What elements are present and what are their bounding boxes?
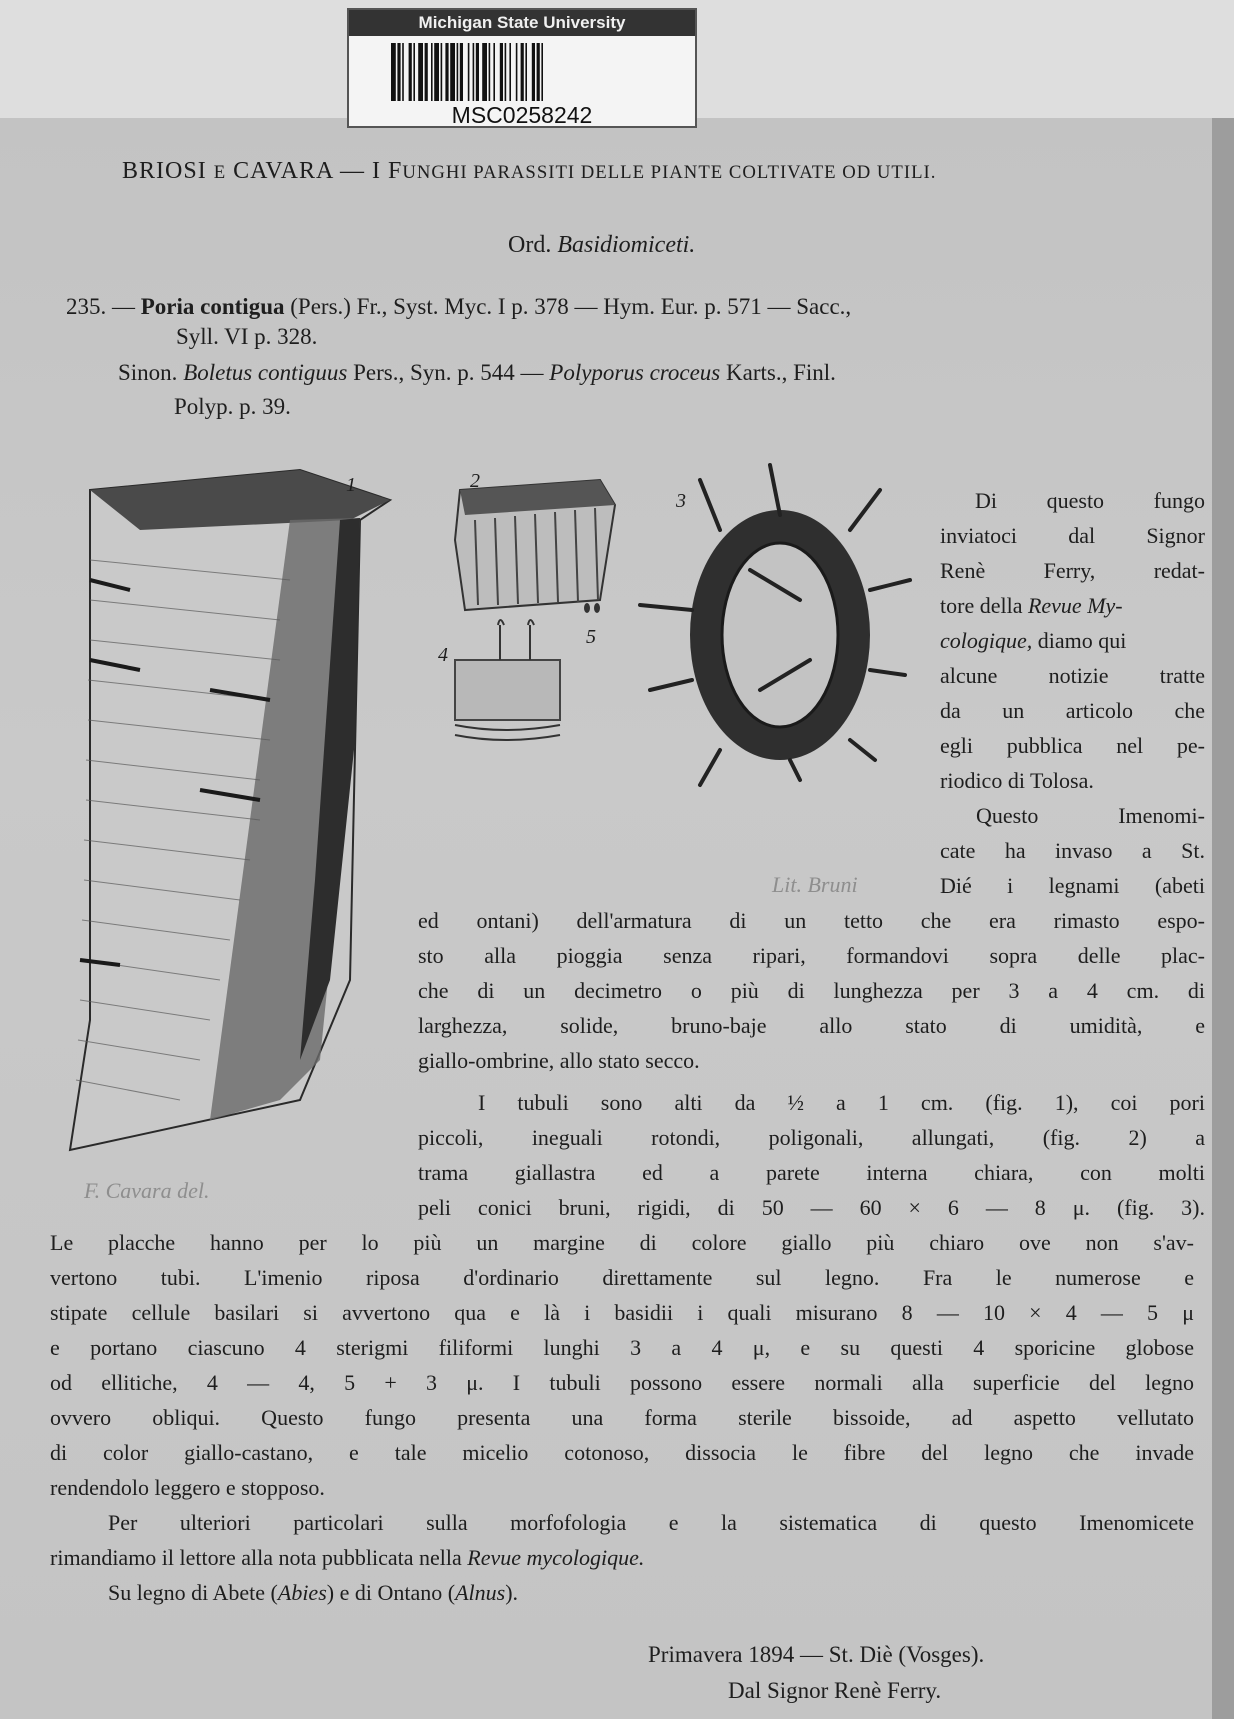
barcode-bar <box>418 43 423 101</box>
synonym-polyporus: Polyporus croceus <box>549 360 721 385</box>
figure-label-1: 1 <box>346 474 356 496</box>
barcode-bar <box>434 43 439 101</box>
mid-line: che di un decimetro o più di lunghezza per 3 a 4 cm. di <box>418 978 1205 1003</box>
header-title-rest: UNGHI PARASSITI DELLE PIANTE COLTIVATE OD UTILI. <box>402 162 937 183</box>
col-line: Renè Ferry, redat- <box>940 558 1205 583</box>
mid-line: ed ontani) dell'armatura di un tetto che era rimasto espo- <box>418 908 1205 933</box>
barcode-bar <box>537 43 540 101</box>
mid-line: piccoli, ineguali rotondi, poligonali, allungati, (fig. 2) a <box>418 1125 1205 1150</box>
col-text: diamo qui <box>1037 628 1127 653</box>
body-line: od ellitiche, 4 — 4, 5 + 3 μ. I tubuli possono essere normali alla superficie del legno <box>50 1370 1194 1395</box>
entry-line-4: Polyp. p. 39. <box>174 394 291 419</box>
barcode-bar <box>541 43 543 101</box>
signature-bruni: Lit. Bruni <box>772 872 858 897</box>
mid-line: trama giallastra ed a parete interna chiara, con molti <box>418 1160 1205 1185</box>
order-prefix: Ord. <box>508 232 552 258</box>
habitat-text: ). <box>505 1580 519 1605</box>
body-line: rendendolo leggero e stopposo. <box>50 1475 325 1500</box>
barcode-bar <box>441 43 443 101</box>
barcode-bar <box>473 43 475 101</box>
body-line: Per ulteriori particolari sulla morfofologia e la sistematica di questo Imenomicete <box>108 1510 1194 1535</box>
barcode-bar <box>402 43 404 101</box>
page-header <box>122 156 936 188</box>
barcode-bar <box>525 43 527 101</box>
barcode-bar <box>457 43 459 101</box>
col-line: Questo Imenomi- <box>976 803 1205 828</box>
barcode-bar <box>413 43 415 101</box>
barcode-bar <box>532 43 535 101</box>
figure-1-wood-block <box>70 470 390 1150</box>
mid-line: larghezza, solide, bruno-baje allo stato di umidità, e <box>418 1013 1205 1038</box>
header-separator: — I <box>339 158 381 184</box>
figure-label-3: 3 <box>676 490 686 512</box>
mid-line: giallo-ombrine, allo stato secco. <box>418 1048 700 1073</box>
barcode-bar <box>493 43 495 101</box>
barcode-bar <box>509 43 511 101</box>
entry-citation: (Pers.) Fr., Syst. Myc. I p. 378 — Hym. Eur. p. 571 — Sacc., <box>290 294 852 319</box>
barcode-bars <box>391 43 653 101</box>
body-line: vertono tubi. L'imenio riposa d'ordinario direttamente sul legno. Fra le numerose e <box>50 1265 1194 1290</box>
col-revue-mycologique: Revue My- <box>1027 593 1123 618</box>
figure-5-spores <box>584 603 600 613</box>
mid-line: peli conici bruni, rigidi, di 50 — 60 × 6 — 8 μ. (fig. 3). <box>418 1195 1205 1220</box>
figure-3-hair-section <box>640 465 910 785</box>
barcode-number: MSC0258242 <box>451 102 593 128</box>
col-line: inviatoci dal Signor <box>940 523 1205 548</box>
synonym-label: Sinon. <box>118 360 178 385</box>
order-name: Basidiomiceti. <box>557 232 696 258</box>
body-line: e portano ciascuno 4 sterigmi filiformi lunghi 3 a 4 μ, e su questi 4 sporicine globose <box>50 1335 1194 1360</box>
col-line: alcune notizie tratte <box>940 663 1205 688</box>
signature-cavara: F. Cavara del. <box>84 1178 210 1203</box>
order-heading <box>508 230 695 260</box>
col-line: da un articolo che <box>940 698 1205 723</box>
sheet-edge-shadow <box>1212 118 1234 1719</box>
body-line: di color giallo-castano, e tale micelio cotonoso, dissocia le fibre del legno che invade <box>50 1440 1194 1465</box>
barcode-bar <box>445 43 448 101</box>
entry-number: 235. — <box>66 294 135 319</box>
col-line <box>940 591 1123 621</box>
habitat-line <box>108 1578 518 1608</box>
entry-line-2: Syll. VI p. 328. <box>176 324 318 349</box>
barcode-bar <box>431 43 433 101</box>
header-author-cavara: CAVARA <box>233 158 333 184</box>
barcode-label <box>347 8 697 128</box>
col-line: cate ha invaso a St. <box>940 838 1205 863</box>
collection-date-place: Primavera 1894 — St. Diè (Vosges). <box>648 1642 985 1667</box>
barcode-bar <box>450 43 455 101</box>
collector: Dal Signor Renè Ferry. <box>728 1678 942 1703</box>
mid-line: I tubuli sono alti da ½ a 1 cm. (fig. 1), coi pori <box>478 1090 1205 1115</box>
barcode-bar <box>425 43 428 101</box>
barcode-bar <box>482 43 487 101</box>
col-line: egli pubblica nel pe- <box>940 733 1205 758</box>
col-line <box>940 626 1126 656</box>
col-line: Dié i legnami (abeti <box>940 873 1205 898</box>
habitat-abies: Abies <box>277 1580 327 1605</box>
habitat-text: ) e di Ontano ( <box>326 1580 456 1605</box>
figure-label-2: 2 <box>470 470 480 492</box>
body-line: ovvero obliqui. Questo fungo presenta una forma sterile bissoide, ad aspetto vellutato <box>50 1405 1194 1430</box>
barcode-bar <box>505 43 507 101</box>
revue-mycologique: Revue mycologique. <box>467 1545 645 1570</box>
species-name: Poria contigua <box>140 294 285 319</box>
synonym-boletus-ref: Pers., Syn. p. 544 — <box>353 360 544 385</box>
col-revue-cont: cologique, <box>940 628 1033 653</box>
synonym-polyporus-ref: Karts., Finl. <box>726 360 836 385</box>
header-conjunction: E <box>213 162 227 183</box>
body-line: Le placche hanno per lo più un margine di colore giallo più chiaro ove non s'av- <box>50 1230 1194 1255</box>
barcode-bar <box>409 43 412 101</box>
barcode-bar <box>476 43 479 101</box>
barcode-bar <box>391 43 396 101</box>
habitat-alnus: Alnus <box>455 1580 506 1605</box>
barcode-bar <box>397 43 400 101</box>
figure-label-5: 5 <box>586 626 596 648</box>
col-text: tore della <box>940 593 1023 618</box>
barcode-bar <box>521 43 524 101</box>
figure-4-basidia <box>455 620 560 740</box>
barcode-institution: Michigan State University <box>349 10 695 36</box>
barcode-bar <box>468 43 470 101</box>
header-author-briosi: BRIOSI <box>122 158 207 184</box>
body-line: stipate cellule basilari si avvertono qua e là i basidii i quali misurano 8 — 10 × 4 — 5 μ <box>50 1300 1194 1325</box>
body-line <box>50 1543 644 1573</box>
barcode-bar <box>460 43 463 101</box>
barcode-bar <box>500 43 503 101</box>
col-line: riodico di Tolosa. <box>940 768 1094 793</box>
header-title-initial: F <box>387 158 403 184</box>
col-line: Di questo fungo <box>975 488 1205 513</box>
barcode-bar <box>516 43 518 101</box>
figure-label-4: 4 <box>438 644 448 666</box>
synonym-line <box>118 358 836 388</box>
synonym-boletus: Boletus contiguus <box>183 360 348 385</box>
mid-line: sto alla pioggia senza ripari, formandovi sopra delle plac- <box>418 943 1205 968</box>
entry-line-1 <box>66 292 851 322</box>
barcode-bar <box>489 43 491 101</box>
body-text: rimandiamo il lettore alla nota pubblicata nella <box>50 1545 462 1570</box>
figure-2-pores <box>455 480 615 610</box>
habitat-text: Su legno di Abete ( <box>108 1580 278 1605</box>
